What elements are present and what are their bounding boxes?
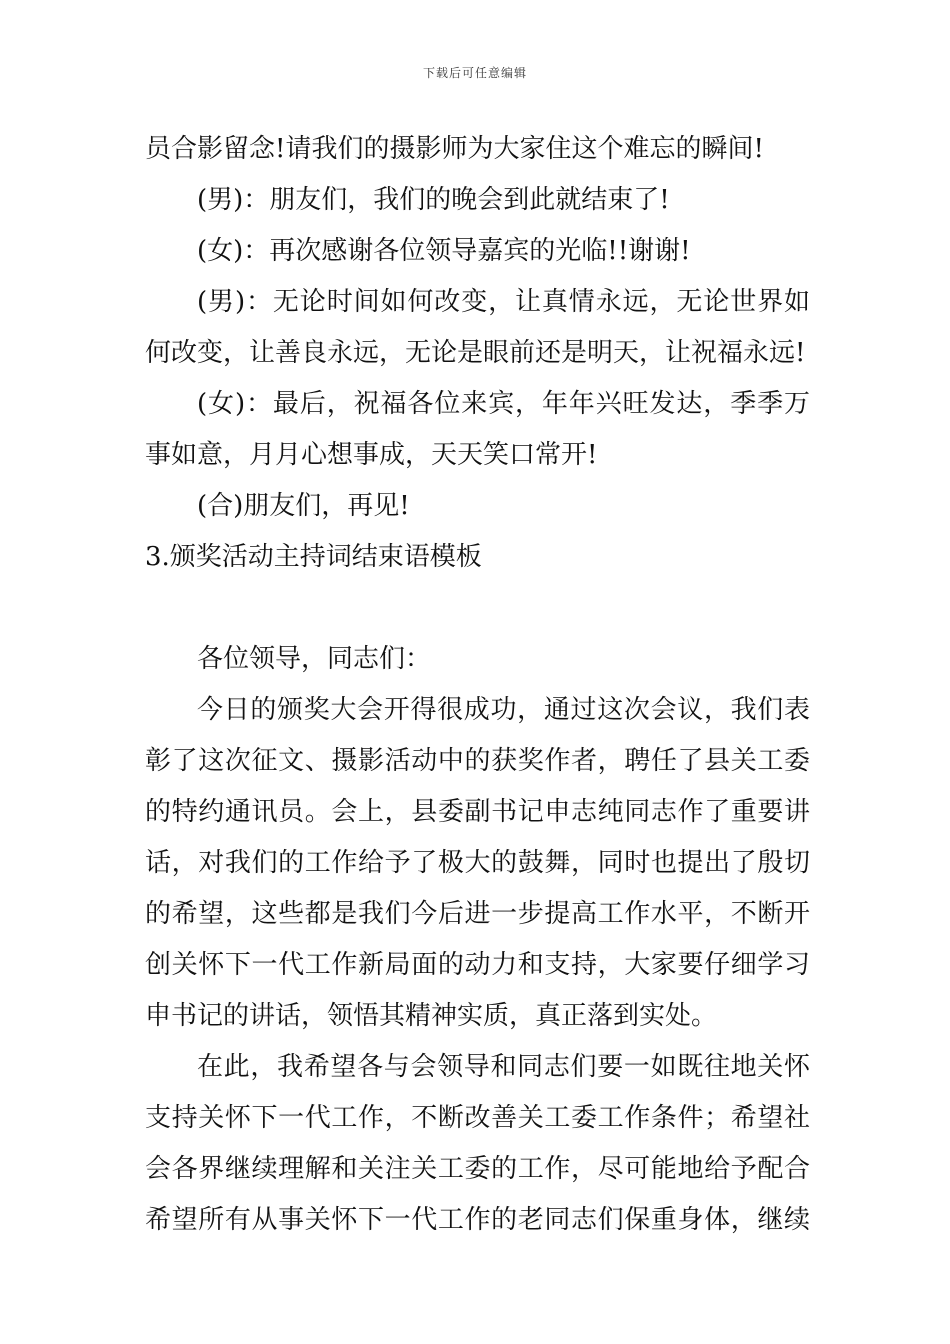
text-line: 员合影留念!请我们的摄影师为大家住这个难忘的瞬间! xyxy=(145,134,764,164)
dialogue-line: (女)：再次感谢各位领导嘉宾的光临!!谢谢! xyxy=(197,236,691,266)
paragraph-line: 申书记的讲话，领悟其精神实质，真正落到实处。 xyxy=(145,1001,718,1031)
paragraph-line: 在此，我希望各与会领导和同志们要一如既往地关怀 xyxy=(197,1052,810,1082)
dialogue-line: (女)：最后，祝福各位来宾，年年兴旺发达，季季万 xyxy=(197,389,810,419)
paragraph-line: 希望所有从事关怀下一代工作的老同志们保重身体，继续 xyxy=(145,1205,810,1235)
paragraph-line: 会各界继续理解和关注关工委的工作，尽可能地给予配合 xyxy=(145,1154,810,1184)
dialogue-line: (合)朋友们，再见! xyxy=(197,491,410,521)
paragraph-line: 今日的颁奖大会开得很成功，通过这次会议，我们表 xyxy=(197,695,810,725)
document-body xyxy=(145,124,810,1246)
section-heading: 3.颁奖活动主持词结束语模板 xyxy=(145,542,482,572)
dialogue-line: (男)：无论时间如何改变，让真情永远，无论世界如 xyxy=(197,287,810,317)
blank-line xyxy=(145,583,810,634)
paragraph-line: 的特约通讯员。会上，县委副书记申志纯同志作了重要讲 xyxy=(145,797,810,827)
paragraph-line: 话，对我们的工作给予了极大的鼓舞，同时也提出了殷切 xyxy=(145,848,810,878)
page-header: 下载后可任意编辑 xyxy=(422,66,527,80)
paragraph-line: 的希望，这些都是我们今后进一步提高工作水平，不断开 xyxy=(145,899,810,929)
text-line: 事如意，月月心想事成，天天笑口常开! xyxy=(145,440,598,470)
paragraph-line: 创关怀下一代工作新局面的动力和支持，大家要仔细学习 xyxy=(145,950,810,980)
salutation: 各位领导，同志们： xyxy=(197,644,432,674)
dialogue-line: (男)：朋友们，我们的晚会到此就结束了! xyxy=(197,185,670,215)
paragraph-line: 彰了这次征文、摄影活动中的获奖作者，聘任了县关工委 xyxy=(145,746,810,776)
paragraph-line: 支持关怀下一代工作，不断改善关工委工作条件；希望社 xyxy=(145,1103,810,1133)
text-line: 何改变，让善良永远，无论是眼前还是明天，让祝福永远! xyxy=(145,338,806,368)
